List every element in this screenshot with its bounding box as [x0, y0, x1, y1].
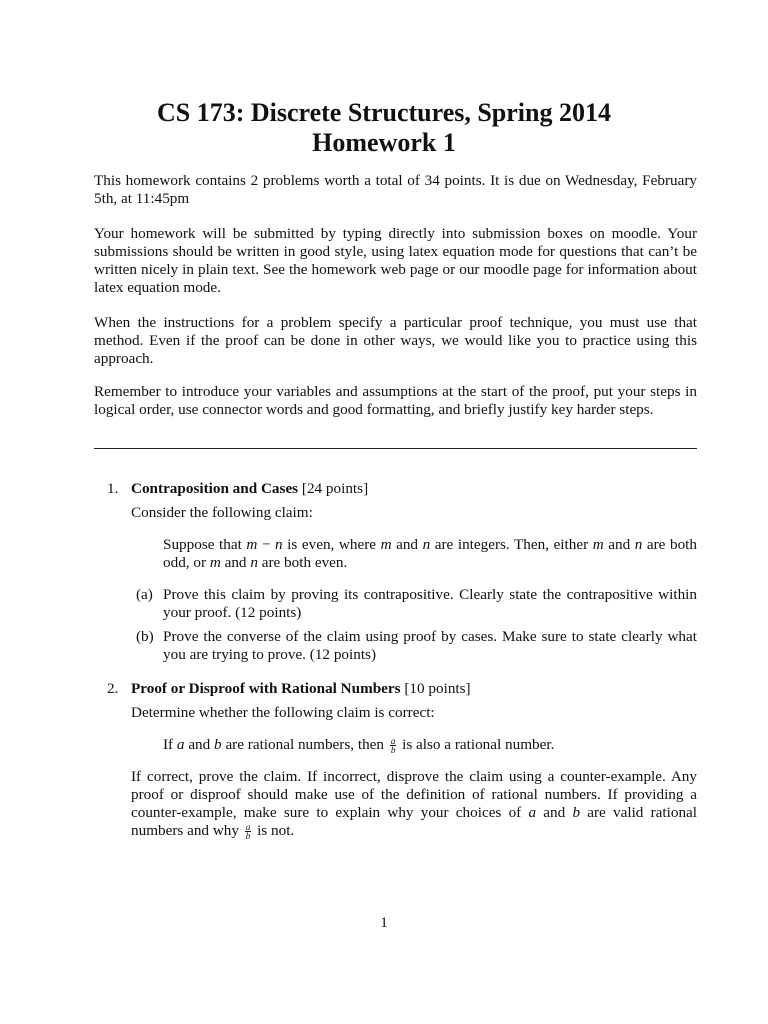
problem-1-heading: [94, 480, 697, 498]
part-a-text: Prove this claim by proving its contrapositive. Clearly state the contrapositive within your proof. (12 points): [163, 586, 697, 621]
intro-paragraph-2: [94, 225, 697, 297]
problem-2: [94, 680, 697, 840]
title-line-2: Homework 1: [312, 128, 456, 157]
horizontal-divider: [94, 448, 697, 449]
problem-1-part-a: [94, 586, 697, 622]
intro-text-2: Your homework will be submitted by typing directly into submission boxes on moodle. Your submissions should be written in good style, using latex equation mode for questions that can’t be written nicely in plain text. See the homework web page or our moodle page for information about latex equation mode.: [94, 225, 697, 296]
intro-text-4: Remember to introduce your variables and assumptions at the start of the proof, put your steps in logical order, use connector words and good formatting, and briefly justify key harder steps.: [94, 383, 697, 418]
page-title: [0, 98, 768, 158]
fraction-a-over-b-2: $\frac{a}{b}$: [245, 822, 251, 842]
part-b-label: (b): [136, 628, 154, 645]
problem-1-claim: Suppose that m − n is even, where m and n are integers. Then, either m and n are both odd, or m and n are both even.: [163, 536, 697, 571]
problem-2-heading: [94, 680, 697, 698]
title-line-1: CS 173: Discrete Structures, Spring 2014: [156, 98, 611, 127]
problem-1-title: Contraposition and Cases: [131, 480, 299, 497]
problem-1-part-b: [94, 628, 697, 664]
intro-paragraph-3: [94, 314, 697, 368]
page-number: 1: [380, 915, 388, 931]
problem-2-points: [10 points]: [404, 680, 471, 697]
part-a-label: (a): [136, 586, 153, 603]
problem-1-points: [24 points]: [301, 480, 369, 497]
problem-1: [94, 480, 697, 664]
part-b-text: Prove the converse of the claim using proof by cases. Make sure to state clearly what you are trying to prove. (12 points): [163, 628, 697, 663]
intro-paragraph-4: [94, 383, 697, 419]
problem-2-lead: Determine whether the following claim is correct:: [131, 704, 435, 721]
problem-1-number: 1.: [107, 480, 119, 497]
intro-text-3: When the instructions for a problem specify a particular proof technique, you must use that method. Even if the proof can be done in other ways, we would like you to practice using this approach.: [94, 314, 697, 367]
intro-paragraph-1: [94, 172, 697, 208]
problem-2-title: Proof or Disproof with Rational Numbers: [131, 680, 401, 697]
problem-2-number: 2.: [107, 680, 119, 697]
fraction-a-over-b: $\frac{a}{b}$: [390, 736, 396, 756]
intro-text-1: This homework contains 2 problems worth a total of 34 points. It is due on Wednesday, February 5th, at 11:45pm: [94, 172, 697, 207]
problem-2-instructions: If correct, prove the claim. If incorrect, disprove the claim using a counter-example. Any proof or disproof should make use of the definition of rational numbers. If providing a counter-example, make sure to explain why your choices of a and b are valid rational numbers and why $\frac{a}{b}$ is not.: [131, 768, 697, 842]
problem-1-lead: Consider the following claim:: [131, 504, 313, 521]
problem-2-claim: If a and b are rational numbers, then $\frac{a}{b}$ is also a rational number.: [163, 736, 555, 756]
